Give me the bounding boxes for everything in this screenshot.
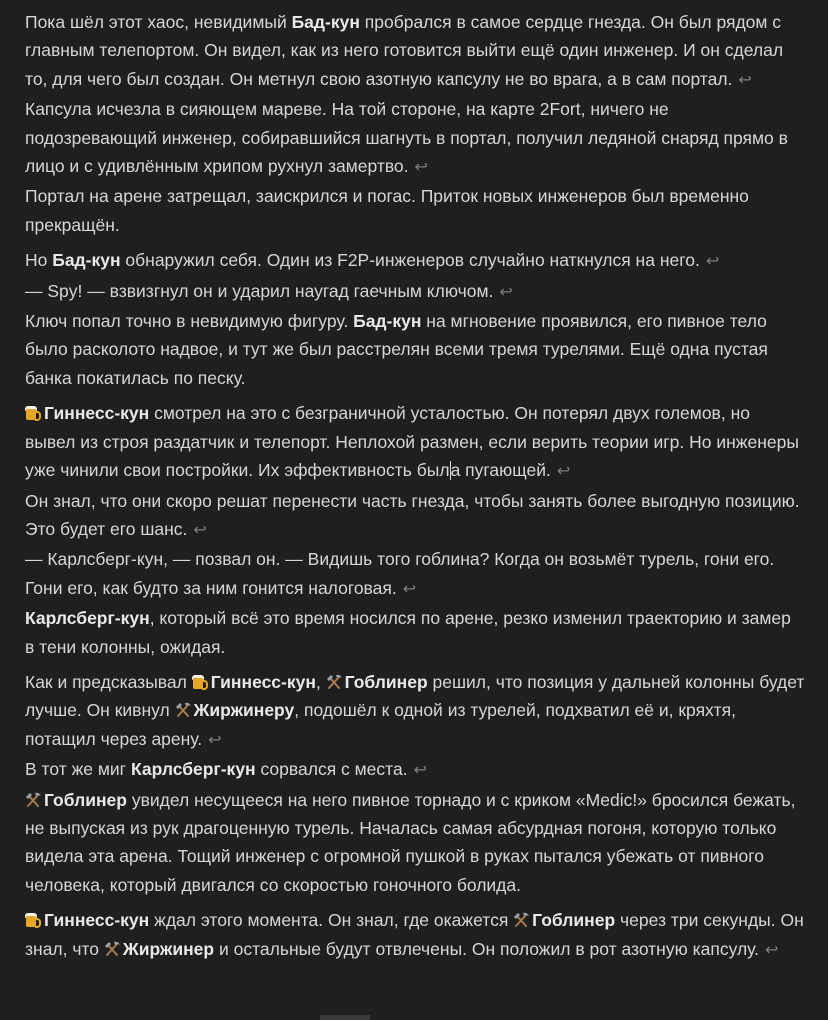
- character-name: Карлсберг-кун: [130, 759, 256, 780]
- character-name: Бад-кун: [291, 12, 360, 32]
- character-name: Жиржинеру: [193, 700, 295, 721]
- paragraph: — Spy! — взвизгнул он и ударил наугад гаечным ключом. ↩: [25, 277, 805, 307]
- line-break-icon: ↩: [765, 941, 779, 959]
- paragraph: Пока шёл этот хаос, невидимый Бад-кун пробрался в самое сердце гнезда. Он был рядом с главным телепортом. Он видел, как из него готовится выйти ещё один инженер. И он сделал то, для чего был создан. Он метнул свою азотную капсулу не во врага, а в сам портал. ↩: [25, 8, 805, 95]
- hammer-and-pick-icon: [175, 702, 192, 718]
- document-body[interactable]: [25, 8, 805, 965]
- paragraph: Капсула исчезла в сияющем мареве. На той стороне, на карте 2Fort, ничего не подозревающий инженер, собиравшийся шагнуть в портал, получил ледяной снаряд прямо в лицо и с удивлённым хрипом рухнул замертво. ↩: [25, 95, 805, 182]
- line-break-icon: ↩: [193, 521, 207, 539]
- paragraph: Гиннесс-кун ждал этого момента. Он знал, где окажется Гоблинер через три секунды. Он знал, что Жиржинер и остальные будут отвлечены. Он положил в рот азотную капсулу. ↩: [25, 906, 805, 965]
- character-name: Бад-кун: [353, 311, 422, 332]
- line-break-icon: ↩: [208, 731, 222, 749]
- paragraph: Но Бад-кун обнаружил себя. Один из F2P-инженеров случайно наткнулся на него. ↩: [25, 246, 805, 276]
- paragraph: В тот же миг Карлсберг-кун сорвался с места. ↩: [25, 755, 805, 785]
- hammer-and-pick-icon: [326, 674, 343, 690]
- hammer-and-pick-icon: [513, 912, 530, 928]
- line-break-icon: ↩: [738, 71, 752, 89]
- character-name: Гоблинер: [44, 789, 127, 810]
- character-name: Гоблинер: [344, 671, 428, 692]
- paragraph: Как и предсказывал Гиннесс-кун, Гоблинер решил, что позиция у дальней колонны будет лучше. Он кивнул Жиржинеру, подошёл к одной из турелей, подхватил её и, кряхтя, потащил через арену. ↩: [25, 668, 805, 755]
- scroll-indicator[interactable]: [320, 1015, 370, 1020]
- line-break-icon: ↩: [499, 283, 513, 301]
- character-name: Бад-кун: [52, 250, 121, 271]
- paragraph: — Карлсберг-кун, — позвал он. — Видишь того гоблина? Когда он возьмёт турель, гони его. Гони его, как будто за ним гонится налоговая. ↩: [25, 545, 805, 604]
- beer-mug-icon: [25, 912, 42, 928]
- beer-mug-icon: [25, 405, 42, 421]
- paragraph: Портал на арене затрещал, заискрился и погас. Приток новых инженеров был временно прекращён.: [25, 186, 749, 235]
- paragraph: Ключ попал точно в невидимую фигуру. Бад-кун на мгновение проявился, его пивное тело было расколото надвое, и тут же был расстрелян всеми тремя турелями. Ещё одна пустая банка покатилась по песку.: [25, 311, 768, 388]
- line-break-icon: ↩: [705, 253, 720, 271]
- paragraph: Гоблинер увидел несущееся на него пивное торнадо и с криком «Medic!» бросился бежать, не выпуская из рук драгоценную турель. Началась самая абсурдная погоня, которую только видела эта арена. Тощий инженер с огромной пушкой в руках пытался убежать от пивного человека, который двигался со скоростью гоночного болида.: [25, 789, 796, 895]
- beer-mug-icon: [192, 674, 209, 690]
- character-name: Гиннесс-кун: [210, 671, 316, 692]
- line-break-icon: ↩: [556, 463, 571, 481]
- character-name: Карлсберг-кун: [25, 608, 150, 629]
- line-break-icon: ↩: [414, 159, 428, 177]
- character-name: Гиннесс-кун: [44, 403, 150, 424]
- character-name: Жиржинер: [122, 938, 215, 959]
- line-break-icon: ↩: [402, 580, 417, 598]
- hammer-and-pick-icon: [25, 792, 42, 808]
- hammer-and-pick-icon: [104, 941, 121, 957]
- paragraph: Гиннесс-кун смотрел на это с безграничной усталостью. Он потерял двух големов, но вывел из строя раздатчик и телепорт. Неплохой размен, если верить теории игр. Но инженеры уже чинили свои постройки. Их эффективность была пугающей. ↩: [25, 399, 805, 486]
- paragraph: Карлсберг-кун, который всё это время носился по арене, резко изменил траекторию и замер в тени колонны, ожидая.: [25, 608, 791, 657]
- character-name: Гоблинер: [532, 910, 616, 931]
- paragraph: Он знал, что они скоро решат перенести часть гнезда, чтобы занять более выгодную позицию. Это будет его шанс. ↩: [25, 487, 805, 546]
- character-name: Гиннесс-кун: [44, 910, 150, 931]
- line-break-icon: ↩: [413, 762, 427, 780]
